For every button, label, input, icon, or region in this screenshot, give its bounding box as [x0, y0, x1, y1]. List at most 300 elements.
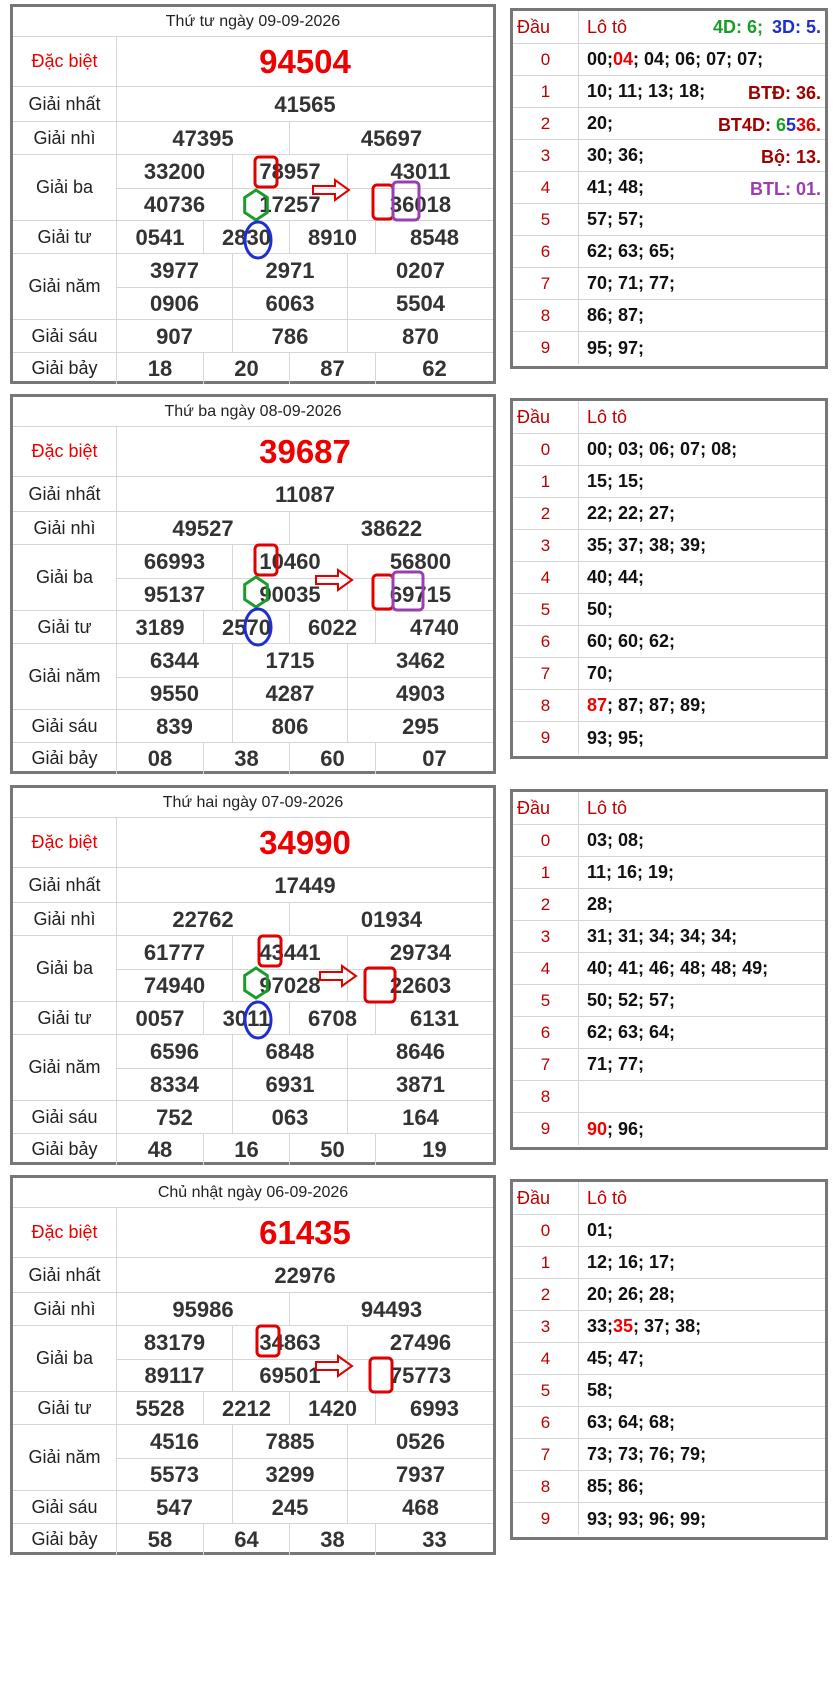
red-box-marker [257, 1326, 279, 1356]
prize-label: Giải sáu [13, 1491, 117, 1523]
loto-values [587, 44, 763, 75]
loto-values [587, 530, 706, 561]
prize-number: 41565 [274, 91, 336, 117]
prize-label: Giải nhất [13, 1258, 117, 1292]
prize-label: Giải ba [13, 936, 117, 1001]
green-hex-marker [245, 577, 268, 607]
loto-row [513, 1113, 825, 1145]
loto-values [587, 1215, 613, 1246]
prize-number: 6848 [232, 1035, 347, 1068]
loto-text: 15; 15; [587, 471, 645, 491]
loto-text: 50; 52; 57; [587, 990, 676, 1010]
loto-head-digit: 6 [513, 1407, 579, 1438]
loto-head-digit: 0 [513, 825, 579, 856]
prize-number: 063 [232, 1101, 347, 1134]
loto-head-digit: 8 [513, 1081, 579, 1112]
prize-label: Giải bảy [13, 353, 117, 384]
loto-row [513, 1247, 825, 1279]
prize-number: 01934 [289, 903, 493, 936]
prize-number: 45697 [289, 122, 493, 155]
loto-text: 71; 77; [587, 1054, 645, 1074]
prize-label: Giải ba [13, 155, 117, 220]
prize-label: Đặc biệt [13, 1208, 117, 1257]
header-loto: Lô tô [587, 797, 628, 818]
prize-number: 07 [375, 743, 493, 774]
prize-number: 6993 [375, 1392, 493, 1425]
loto-values [587, 1375, 613, 1406]
loto-row [513, 1311, 825, 1343]
prize-number: 69501 [232, 1359, 347, 1392]
prize-number: 22762 [172, 906, 234, 932]
loto-row [513, 530, 825, 562]
loto-text: 86; 87; [587, 305, 645, 325]
prize-number: 17257 [232, 188, 347, 221]
loto-head-digit: 2 [513, 1279, 579, 1310]
loto-row [513, 1049, 825, 1081]
stat-bt4d [718, 115, 821, 136]
header-dau: Đầu [513, 1182, 579, 1214]
loto-highlight: 90 [587, 1118, 608, 1139]
red-box-marker [255, 545, 277, 575]
loto-text: 00; [587, 49, 614, 69]
loto-text: 40; 41; 46; 48; 48; 49; [587, 958, 769, 978]
header-dau: Đầu [513, 792, 579, 824]
prize-number: 2570 [203, 611, 289, 644]
loto-row [513, 204, 825, 236]
prize-number: 468 [347, 1491, 493, 1524]
loto-row [513, 498, 825, 530]
prize-label: Giải tư [13, 221, 117, 253]
prize-number: 786 [232, 320, 347, 353]
loto-table [510, 8, 828, 369]
result-table [10, 1175, 496, 1555]
prize-number: 19 [375, 1134, 493, 1165]
loto-head-digit: 8 [513, 300, 579, 331]
loto-row [513, 562, 825, 594]
prize-number: 38 [289, 1524, 375, 1555]
loto-row [513, 332, 825, 364]
loto-text: 20; [587, 113, 614, 133]
loto-head-digit: 4 [513, 1343, 579, 1374]
loto-text: 60; 60; 62; [587, 631, 676, 651]
loto-values [587, 108, 613, 139]
loto-values [587, 76, 705, 107]
loto-values [587, 236, 675, 267]
blue-oval-marker [245, 1002, 271, 1038]
loto-row [513, 1081, 825, 1113]
loto-head-digit: 5 [513, 985, 579, 1016]
bt4d-digit: 6 [775, 115, 786, 135]
prize-number: 89117 [144, 1362, 205, 1388]
loto-highlight: 04 [613, 49, 634, 69]
result-date-title: Thứ tư ngày 09-09-2026 [13, 7, 493, 37]
red-box-marker [255, 157, 277, 187]
loto-text: 57; 57; [587, 209, 645, 229]
prize-label: Giải năm [13, 1425, 117, 1490]
loto-row [513, 690, 825, 722]
prize-number: 6708 [289, 1002, 375, 1035]
stat-3d: 3D: 5. [771, 17, 821, 37]
loto-head-digit: 3 [513, 921, 579, 952]
loto-values [587, 562, 644, 593]
loto-values [587, 626, 675, 657]
loto-head-digit: 7 [513, 1049, 579, 1080]
loto-head-digit: 7 [513, 1439, 579, 1470]
prize-number: 752 [156, 1104, 193, 1130]
prize-number: 64 [203, 1524, 289, 1555]
loto-text: 93; 93; 96; 99; [587, 1508, 707, 1529]
loto-row [513, 953, 825, 985]
prize-number: 11087 [275, 481, 335, 507]
result-table [10, 4, 496, 384]
prize-number: 18 [147, 355, 173, 381]
prize-label: Giải nhất [13, 87, 117, 121]
loto-text: 31; 31; 34; 34; 34; [587, 926, 738, 946]
prize-number: 38 [203, 743, 289, 774]
prize-number: 0906 [150, 290, 199, 316]
loto-text: 50; [587, 599, 614, 619]
loto-row [513, 1503, 825, 1535]
loto-values [587, 690, 706, 721]
loto-row [513, 985, 825, 1017]
prize-number: 806 [232, 710, 347, 743]
red-arrow-icon [316, 570, 352, 590]
loto-head-digit: 1 [513, 1247, 579, 1278]
prize-number: 22603 [347, 969, 493, 1002]
loto-row [513, 44, 825, 76]
prize-number: 78957 [232, 155, 347, 188]
blue-oval-marker [245, 609, 271, 645]
loto-header [513, 792, 825, 825]
prize-number: 49527 [172, 515, 234, 541]
prize-label: Giải tư [13, 611, 117, 643]
loto-text: ; 04; 06; 07; 07; [633, 49, 764, 69]
loto-values [587, 332, 644, 364]
prize-number: 4287 [232, 677, 347, 710]
result-date-title: Chủ nhật ngày 06-09-2026 [13, 1178, 493, 1208]
loto-text: ; 37; 38; [633, 1316, 702, 1336]
loto-values [587, 985, 675, 1016]
loto-table [510, 1179, 828, 1540]
prize-label: Giải năm [13, 644, 117, 709]
stat-btd: BTĐ: 36. [747, 83, 821, 103]
prize-number: 8910 [289, 221, 375, 254]
loto-values [587, 658, 613, 689]
annotation-overlay [13, 397, 493, 777]
prize-number: 50 [289, 1134, 375, 1165]
loto-text: 11; 16; 19; [587, 862, 675, 882]
prize-number: 69715 [347, 578, 493, 611]
loto-values [587, 1311, 701, 1342]
green-hex-marker [245, 190, 268, 220]
prize-label: Giải nhất [13, 477, 117, 511]
prize-number: 164 [347, 1101, 493, 1134]
green-hex-marker [245, 968, 268, 998]
prize-number: 2971 [232, 254, 347, 287]
prize-number: 547 [156, 1494, 193, 1520]
loto-header [513, 401, 825, 434]
loto-head-digit: 0 [513, 1215, 579, 1246]
prize-number: 6022 [289, 611, 375, 644]
loto-row [513, 594, 825, 626]
red-box-marker [370, 1358, 392, 1392]
result-date-title: Thứ ba ngày 08-09-2026 [13, 397, 493, 427]
red-box-marker [259, 936, 281, 966]
prize-number: 36018 [347, 188, 493, 221]
purple-box-marker [393, 182, 419, 220]
prize-number: 245 [232, 1491, 347, 1524]
prize-number: 38622 [289, 512, 493, 545]
loto-head-digit: 5 [513, 1375, 579, 1406]
loto-row [513, 857, 825, 889]
prize-number: 0526 [347, 1425, 493, 1458]
loto-table [510, 789, 828, 1150]
loto-values [587, 498, 675, 529]
loto-values [587, 1279, 675, 1310]
blue-oval-marker [245, 222, 271, 258]
loto-head-digit: 0 [513, 44, 579, 75]
loto-head-digit: 3 [513, 140, 579, 171]
prize-number: 16 [203, 1134, 289, 1165]
prize-number: 870 [347, 320, 493, 353]
prize-number: 295 [347, 710, 493, 743]
prize-number: 3871 [347, 1068, 493, 1101]
header-loto: Lô tô [587, 406, 628, 427]
loto-text: 40; 44; [587, 567, 645, 587]
loto-row [513, 658, 825, 690]
loto-text: 95; 97; [587, 337, 645, 358]
loto-head-digit: 3 [513, 530, 579, 561]
loto-values [587, 1503, 706, 1535]
loto-head-digit: 6 [513, 236, 579, 267]
loto-values [587, 1247, 675, 1278]
prize-label: Giải nhì [13, 122, 117, 154]
prize-label: Giải ba [13, 1326, 117, 1391]
loto-text: 30; 36; [587, 145, 645, 165]
prize-number: 95986 [172, 1296, 234, 1322]
loto-row [513, 466, 825, 498]
prize-number: 4740 [375, 611, 493, 644]
prize-number: 61435 [259, 1214, 351, 1251]
loto-head-digit: 9 [513, 1113, 579, 1145]
stat-4d: 4D: 6; [712, 17, 763, 37]
loto-text: 85; 86; [587, 1476, 645, 1496]
annotation-overlay [13, 788, 493, 1168]
prize-number: 48 [147, 1136, 173, 1162]
loto-row [513, 1343, 825, 1375]
loto-values [587, 1049, 644, 1080]
loto-text: 20; 26; 28; [587, 1284, 676, 1304]
prize-number: 39687 [259, 433, 351, 470]
prize-number: 6131 [375, 1002, 493, 1035]
prize-number: 34990 [259, 824, 351, 861]
prize-number: 60 [289, 743, 375, 774]
loto-row [513, 1407, 825, 1439]
prize-number: 94493 [289, 1293, 493, 1326]
loto-head-digit: 8 [513, 1471, 579, 1502]
loto-head-digit: 7 [513, 658, 579, 689]
loto-head-digit: 9 [513, 1503, 579, 1535]
loto-text: ; 96; [607, 1118, 645, 1139]
loto-row [513, 300, 825, 332]
purple-box-marker [393, 572, 423, 610]
loto-row [513, 268, 825, 300]
prize-label: Giải nhì [13, 1293, 117, 1325]
prize-number: 6596 [150, 1038, 199, 1064]
header-dau: Đầu [513, 11, 579, 43]
loto-values [587, 1113, 644, 1145]
loto-head-digit: 2 [513, 108, 579, 139]
loto-text: 03; 08; [587, 830, 645, 850]
prize-number: 08 [147, 745, 173, 771]
prize-number: 5573 [150, 1461, 199, 1487]
red-box-marker [365, 968, 395, 1002]
prize-number: 47395 [172, 125, 234, 151]
loto-values [587, 140, 644, 171]
loto-values [587, 1471, 644, 1502]
loto-values [587, 825, 644, 856]
prize-label: Giải sáu [13, 320, 117, 352]
prize-number: 22976 [274, 1262, 336, 1288]
loto-values [587, 921, 737, 952]
loto-head-digit: 2 [513, 889, 579, 920]
loto-row [513, 1375, 825, 1407]
prize-number: 8646 [347, 1035, 493, 1068]
prize-label: Giải tư [13, 1002, 117, 1034]
loto-text: 22; 22; 27; [587, 503, 676, 523]
loto-head-digit: 1 [513, 857, 579, 888]
loto-head-digit: 5 [513, 594, 579, 625]
prize-number: 9550 [150, 680, 199, 706]
loto-text: 00; 03; 06; 07; 08; [587, 439, 738, 459]
loto-head-digit: 8 [513, 690, 579, 721]
red-arrow-icon [320, 966, 356, 986]
loto-row [513, 722, 825, 754]
prize-number: 6344 [150, 647, 199, 673]
prize-number: 34863 [232, 1326, 347, 1359]
prize-number: 7885 [232, 1425, 347, 1458]
loto-row [513, 236, 825, 268]
prize-number: 75773 [347, 1359, 493, 1392]
prize-number: 83179 [143, 1329, 206, 1355]
loto-head-digit: 9 [513, 722, 579, 754]
loto-head-digit: 4 [513, 953, 579, 984]
loto-text: 01; [587, 1220, 614, 1240]
loto-text: 93; 95; [587, 727, 645, 748]
prize-label: Giải sáu [13, 1101, 117, 1133]
prize-number: 10460 [232, 545, 347, 578]
red-arrow-icon [313, 180, 349, 200]
loto-text: 41; 48; [587, 177, 645, 197]
prize-number: 66993 [143, 548, 206, 574]
loto-row [513, 889, 825, 921]
loto-head-digit: 6 [513, 626, 579, 657]
prize-number: 5504 [347, 287, 493, 320]
loto-head-digit: 4 [513, 172, 579, 203]
loto-row [513, 1439, 825, 1471]
loto-values [587, 1343, 644, 1374]
loto-values [587, 1439, 706, 1470]
prize-label: Đặc biệt [13, 427, 117, 476]
prize-label: Giải năm [13, 1035, 117, 1100]
prize-number: 20 [203, 353, 289, 384]
prize-number: 90035 [232, 578, 347, 611]
stat-bo: Bộ: 13. [760, 147, 821, 167]
prize-number: 1715 [232, 644, 347, 677]
prize-number: 17449 [274, 872, 336, 898]
loto-row [513, 1279, 825, 1311]
prize-number: 2212 [203, 1392, 289, 1425]
prize-number: 3977 [150, 257, 199, 283]
prize-number: 58 [147, 1526, 173, 1552]
loto-header [513, 1182, 825, 1215]
loto-values [587, 172, 644, 203]
red-arrow-icon [316, 1356, 352, 1376]
loto-head-digit: 5 [513, 204, 579, 235]
prize-number: 40736 [143, 191, 206, 217]
bt4d-digit: 36. [795, 115, 821, 135]
prize-number: 8334 [150, 1071, 199, 1097]
loto-highlight: 35 [613, 1316, 634, 1336]
loto-values [587, 594, 613, 625]
red-box-marker [373, 185, 393, 219]
prize-number: 2830 [203, 221, 289, 254]
bt4d-digit: 5 [785, 115, 796, 135]
prize-number: 33 [375, 1524, 493, 1555]
loto-text: 12; 16; 17; [587, 1252, 676, 1272]
prize-label: Giải sáu [13, 710, 117, 742]
loto-values [587, 1017, 675, 1048]
prize-number: 33200 [143, 158, 206, 184]
loto-row [513, 921, 825, 953]
prize-number: 839 [156, 713, 193, 739]
prize-number: 3462 [347, 644, 493, 677]
loto-text: 28; [587, 894, 614, 914]
prize-label: Giải bảy [13, 743, 117, 774]
loto-values [587, 857, 674, 888]
header-loto: Lô tô [587, 16, 628, 37]
loto-head-digit: 4 [513, 562, 579, 593]
header-dau: Đầu [513, 401, 579, 433]
loto-text: 45; 47; [587, 1348, 645, 1368]
prize-label: Giải tư [13, 1392, 117, 1424]
loto-text: 73; 73; 76; 79; [587, 1444, 707, 1464]
prize-number: 3189 [135, 614, 185, 640]
prize-number: 87 [289, 353, 375, 384]
header-loto: Lô tô [587, 1187, 628, 1208]
loto-head-digit: 3 [513, 1311, 579, 1342]
annotation-overlay [13, 1178, 493, 1558]
prize-number: 5528 [135, 1395, 185, 1421]
loto-row [513, 1471, 825, 1503]
loto-values [587, 466, 644, 497]
loto-row [513, 626, 825, 658]
loto-row [513, 1215, 825, 1247]
prize-number: 3299 [232, 1458, 347, 1491]
prize-label: Giải ba [13, 545, 117, 610]
stat-btl: BTL: 01. [749, 179, 821, 199]
loto-head-digit: 2 [513, 498, 579, 529]
prize-number: 6931 [232, 1068, 347, 1101]
prize-number: 97028 [232, 969, 347, 1002]
prize-label: Giải nhất [13, 868, 117, 902]
loto-text: 58; [587, 1380, 614, 1400]
prize-label: Giải năm [13, 254, 117, 319]
prize-number: 8548 [375, 221, 493, 254]
loto-values [587, 953, 768, 984]
loto-head-digit: 6 [513, 1017, 579, 1048]
loto-head-digit: 1 [513, 76, 579, 107]
